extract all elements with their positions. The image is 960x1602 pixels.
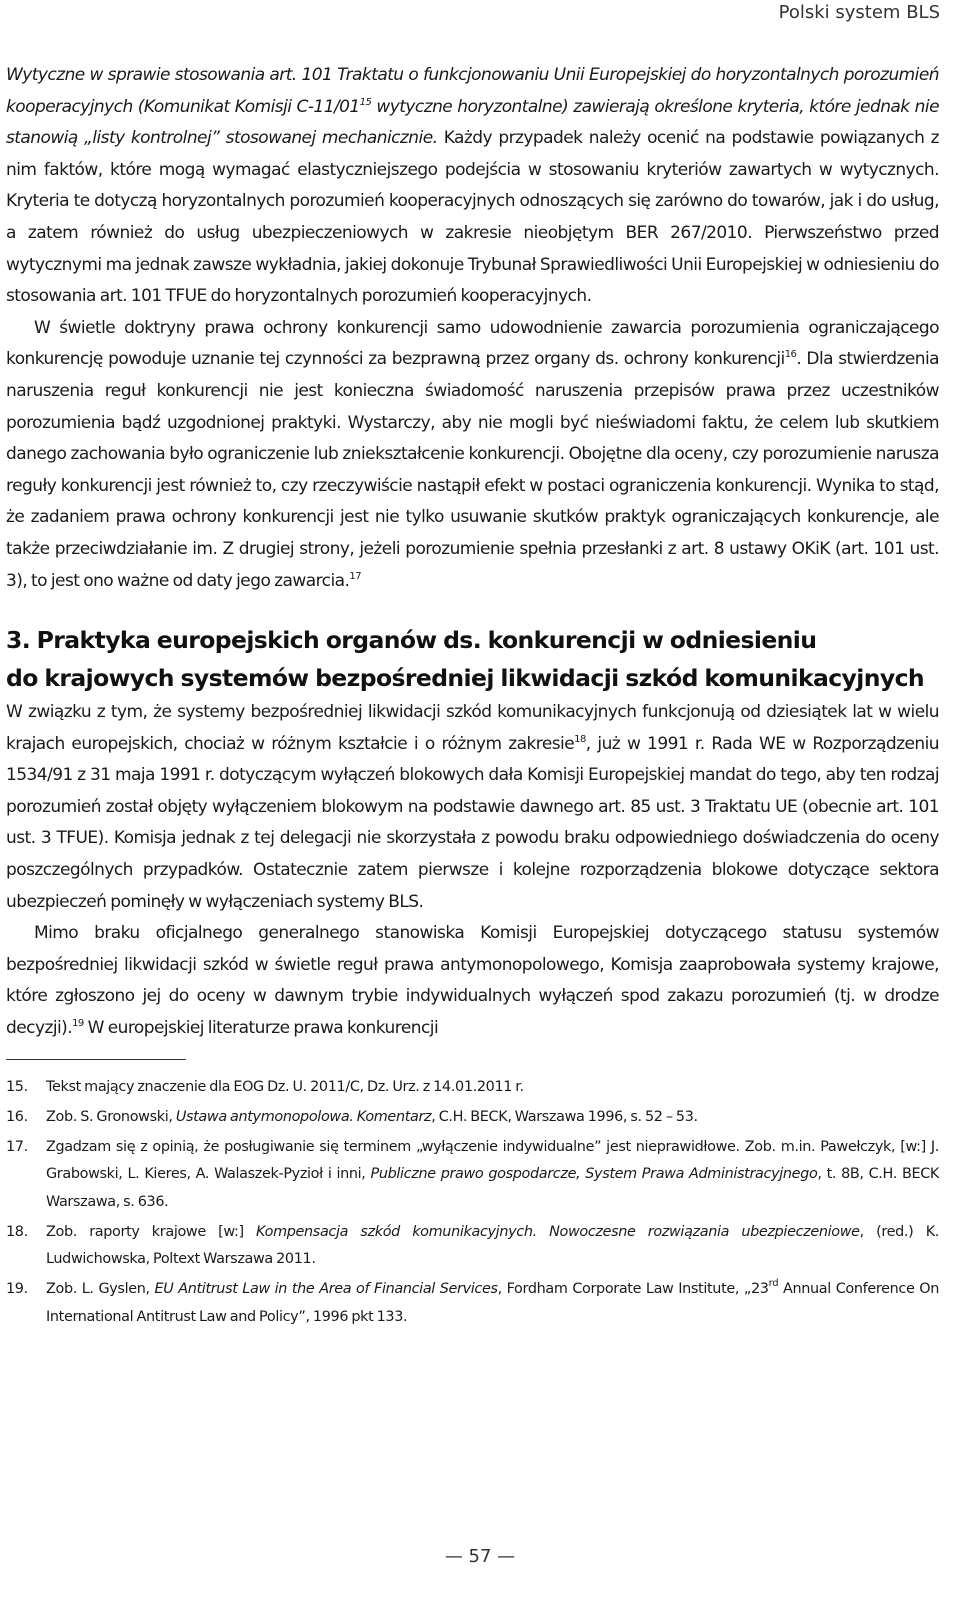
footnote-number: 15. [6,1078,28,1095]
page-number: — 57 — [444,1546,516,1567]
footnote-number: 19. [6,1281,28,1298]
section-3-paragraph-1 [6,697,939,918]
footnote-text [46,1219,939,1274]
footnote-text [46,1104,939,1132]
footnote-16 [6,1104,939,1132]
footnote-text-italic: Publiczne prawo gospodarcze, System Prawa Administracyjnego [370,1166,818,1183]
footnote-text-pre: Zob. L. Gyslen, [46,1281,155,1298]
intro-text: Każdy przypadek należy ocenić na podstawie powiązanych z nim faktów, które mogą wymagać elastyczniejszego podejścia w stosowaniu kryteriów zawartych w wytycznych. Kryteria te dotyczą horyzontalnych porozumień kooperacyjnych odnoszących się zarówno do towarów, jak i do usług, a zatem również do usług ubezpieczeniowych w zakresie nieobjętym BER 267/2010. Pierwszeństwo przed wytycznymi ma jednak zawsze wykładnia, jakiej dokonuje Trybunał Sprawiedliwości Unii Europejskiej w odniesieniu do stosowania art. 101 TFUE do horyzontalnych porozumień kooperacyjnych. [6,128,939,307]
footnote-text [46,1134,939,1217]
footnotes-list [6,1074,939,1332]
section-heading [6,621,939,697]
footnote-19 [6,1276,939,1331]
footnote-text-pre: Zob. S. Gronowski, [46,1108,176,1125]
intro-italic-tail: wytyczne horyzontalne) zawierają określone kryteria, które jednak nie stanowią „listy kontrolnej” stosowanej mechanicznie. [6,96,939,149]
running-header: Polski system BLS [778,2,940,23]
footnote-text-italic: Kompensacja szkód komunikacyjnych. Nowoczesne rozwiązania ubezpieczeniowe [256,1223,860,1240]
footnote-number: 17. [6,1138,28,1155]
intro-paragraph [6,60,939,313]
page-body [6,60,939,1334]
footnote-text [46,1276,939,1331]
footnote-text-post: , (red.) K. Ludwichowska, Poltext Warszawa 2011. [46,1223,939,1268]
footnote-text-post: , t. 8B, C.H. BECK Warszawa, s. 636. [46,1166,939,1210]
footnote-text-post: , C.H. BECK, Warszawa 1996, s. 52 – 53. [431,1108,698,1125]
section-heading-line-1: 3. Praktyka europejskich organów ds. konkurencji w odniesieniu [6,626,817,655]
footnote-18 [6,1219,939,1274]
section-3-paragraph-2 [6,918,939,1044]
footnote-text-pre: Zgadzam się z opinią, że posługiwanie się terminem „wyłączenie indywidualne” jest nieprawidłowe. Zob. m.in. Pawełczyk, [w:] J. Grabowski, L. Kieres, A. Walaszek-Pyzioł i inni, [46,1138,939,1183]
footnote-ref-19[interactable]: 19 [72,1018,84,1030]
footnote-text-italic: EU Antitrust Law in the Area of Financial Services [154,1281,498,1298]
section-3-p1-text-a: W związku z tym, że systemy bezpośredniej likwidacji szkód komunikacyjnych funkcjonują od dziesiątek lat w wielu krajach europejskich, chociaż w różnym kształcie i o różnym zakresie [6,702,939,754]
footnote-separator [6,1059,186,1060]
footnote-text-post-2: Annual Conference On International Antitrust Law and Policy”, 1996 pkt 133. [46,1281,939,1325]
paragraph-2-text-b: . Dla stwierdzenia naruszenia reguł konkurencji nie jest konieczna świadomość naruszenia przepisów prawa przez uczestników porozumienia bądź uzgodnionej praktyki. Wystarczy, aby nie mogli być nieświadomi faktu, że celem lub skutkiem danego zachowania było ograniczenie lub zniekształcenie konkurencji. Obojętne dla oceny, czy porozumienie narusza reguły konkurencji jest również to, czy rzeczywiście nastąpił efekt w postaci ograniczenia konkurencji. Wynika to stąd, że zadaniem prawa ochrony konkurencji jest nie tylko usuwanie skutków praktyk ograniczających konkurencje, ale także przeciwdziałanie im. Z drugiej strony, jeżeli porozumienie spełnia przesłanki z art. 8 ustawy OKiK (art. 101 ust. 3), to jest ono ważne od daty jego zawarcia. [6,349,940,591]
section-3-p2-text-b: W europejskiej literaturze prawa konkurencji [83,1018,439,1039]
intro-italic-text: Wytyczne w sprawie stosowania art. 101 Traktatu o funkcjonowaniu Unii Europejskiej do horyzontalnych porozumień kooperacyjnych (Komunikat Komisji C-11/01 [6,65,939,117]
section-3-p1-text-b: , już w 1991 r. Rada WE w Rozporządzeniu 1534/91 z 31 maja 1991 r. dotyczącym wyłączeń blokowych dała Komisji Europejskiej mandat do tego, aby ten rodzaj porozumień został objęty wyłączeniem blokowym na podstawie dawnego art. 85 ust. 3 Traktatu UE (obecnie art. 101 ust. 3 TFUE). Komisja jednak z tej delegacji nie skorzystała z powodu braku odpowiedniego doświadczenia do oceny poszczególnych przypadków. Ostatecznie zatem pierwsze i kolejne rozporządzenia blokowe dotyczące sektora ubezpieczeń pominęły w wyłączeniach systemy BLS. [6,733,940,912]
footnote-15 [6,1074,939,1102]
footnote-ref-18[interactable]: 18 [574,733,586,745]
footnote-text-superscript: rd [768,1278,779,1290]
footnote-ref-17[interactable]: 17 [349,570,362,582]
footnote-ref-16[interactable]: 16 [784,349,797,361]
footnote-number: 16. [6,1108,28,1125]
footnote-17 [6,1134,939,1217]
footnote-text-post: , Fordham Corporate Law Institute, „23 [497,1281,769,1298]
footnote-text-italic: Ustawa antymonopolowa. Komentarz [175,1108,432,1125]
section-3-p2-text-a: Mimo braku oficjalnego generalnego stanowiska Komisji Europejskiej dotyczącego statusu systemów bezpośredniej likwidacji szkód w świetle reguł prawa antymonopolowego, Komisja zaaprobowała systemy krajowe, które zgłoszono jej do oceny w dawnym trybie indywidualnych wyłączeń spod zakazu porozumień (tj. w drodze decyzji). [6,923,939,1039]
footnote-text: Tekst mający znaczenie dla EOG Dz. U. 2011/C, Dz. Urz. z 14.01.2011 r. [46,1078,524,1095]
footnote-text-pre: Zob. raporty krajowe [w:] [46,1223,257,1240]
paragraph-2-text-a: W świetle doktryny prawa ochrony konkurencji samo udowodnienie zawarcia porozumienia ograniczającego konkurencję powoduje uznanie tej czynności za bezprawną przez organy ds. ochrony konkurencji [6,317,939,370]
footnote-number: 18. [6,1223,28,1240]
paragraph-2 [6,313,939,597]
section-heading-line-2: do krajowych systemów bezpośredniej likwidacji szkód komunikacyjnych [6,664,925,693]
footnote-ref-15[interactable]: 15 [359,96,372,108]
